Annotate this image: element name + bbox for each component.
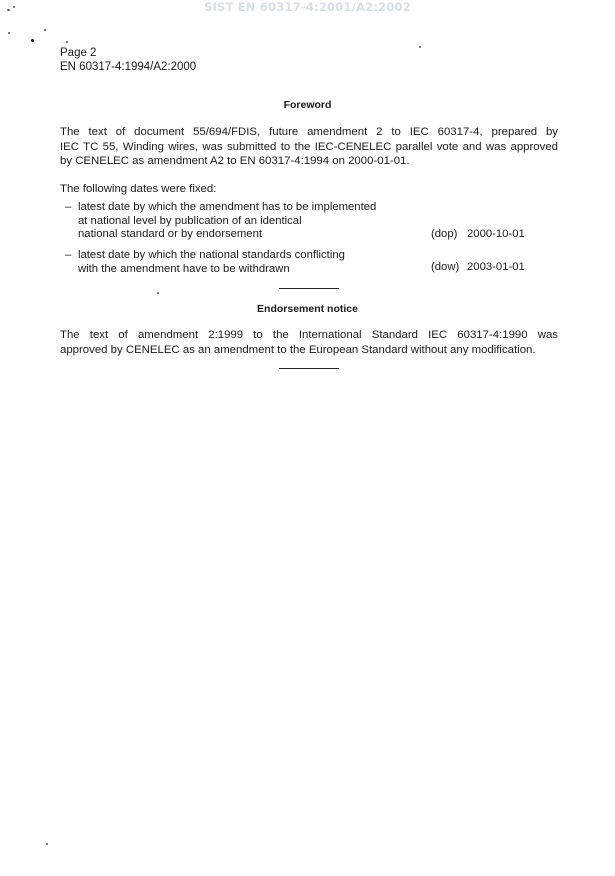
paragraph-line: approved by CENELEC as an amendment to the European Standard without any modification. [60,343,536,356]
scan-speck [13,6,15,8]
date-item-dow [65,249,540,277]
date-item-line: latest date by which the national standards conflicting [78,249,345,261]
endorsement-title: Endorsement notice [257,303,358,315]
foreword-paragraph [60,125,558,169]
document-id: EN 60317-4:1994/A2:2000 [60,61,197,73]
scan-speck [31,39,34,42]
date-item-line: at national level by publication of an identical [78,214,302,227]
scan-speck [419,46,421,48]
scan-speck [157,292,159,294]
section-divider [279,368,339,369]
page-number: Page 2 [60,47,97,59]
scan-speck [8,32,10,34]
endorsement-paragraph [60,328,558,357]
dates-intro: The following dates were fixed: [60,183,217,195]
date-value: 2003-01-01 [467,261,525,273]
scan-speck [66,41,68,43]
date-code: (dow) [431,261,460,273]
section-divider [279,288,339,289]
date-item-dop [65,201,540,243]
scan-speck [44,29,46,31]
foreword-title: Foreword [283,99,332,111]
paragraph-line: The text of amendment 2:1999 to the International Standard IEC 60317-4:1990 was [60,329,558,341]
scan-speck [7,9,10,11]
date-item-line: latest date by which the amendment has to be implemented [78,201,377,213]
watermark: SIST EN 60317-4:2001/A2:2002 [204,0,411,14]
dash-bullet: – [65,201,72,213]
date-code: (dop) [431,228,458,240]
date-item-line: with the amendment have to be withdrawn [78,262,290,275]
paragraph-line: The text of document 55/694/FDIS, future amendment 2 to IEC 60317-4, prepared by [60,126,558,138]
scan-speck [46,843,48,845]
dash-bullet: – [65,249,72,261]
date-value: 2000-10-01 [467,228,525,240]
paragraph-line: by CENELEC as amendment A2 to EN 60317-4:1994 on 2000-01-01. [60,155,410,168]
paragraph-line: IEC TC 55, Winding wires, was submitted to the IEC-CENELEC parallel vote and was approved [60,140,558,153]
date-item-line: national standard or by endorsement [78,228,263,241]
